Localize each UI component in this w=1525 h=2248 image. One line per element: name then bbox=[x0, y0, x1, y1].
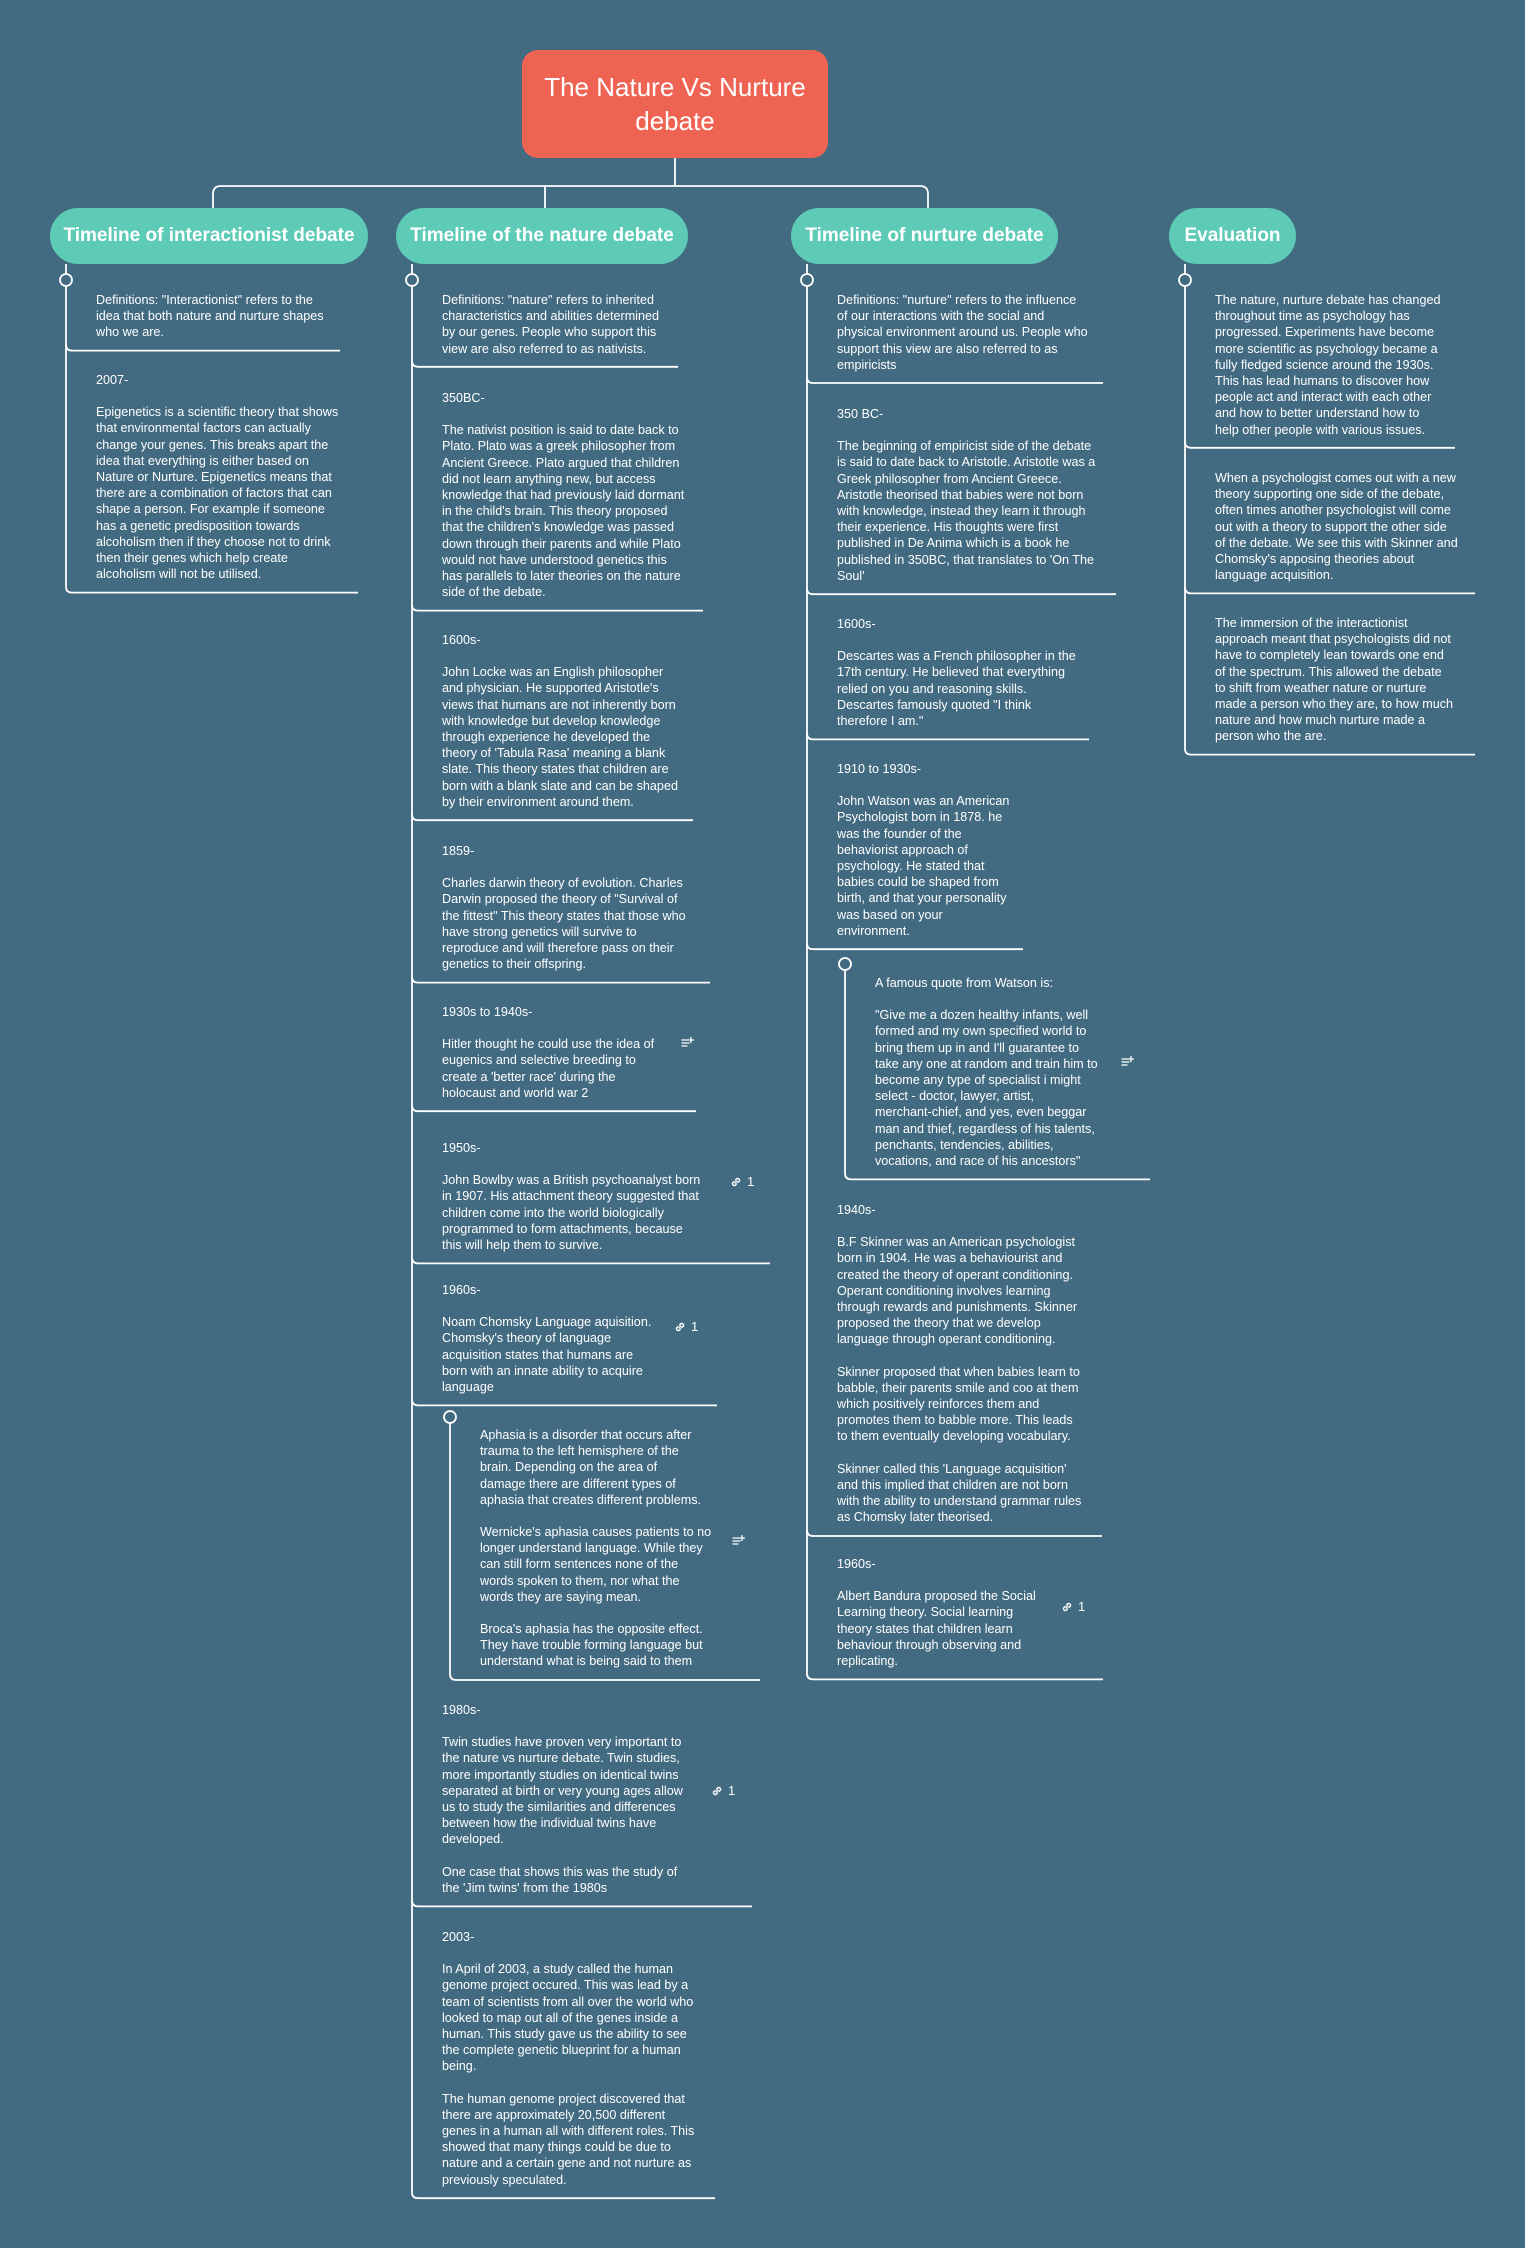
subtopic-text-line: and this implied that children are not born bbox=[837, 1477, 1069, 1492]
subtopic-text-line: Hitler thought he could use the idea of bbox=[442, 1037, 655, 1052]
subtopic-heading: 1930s to 1940s- bbox=[442, 1005, 533, 1019]
subtopic-text-line: In April of 2003, a study called the human bbox=[442, 1962, 674, 1977]
subtopic-text-line: One case that shows this was the study of bbox=[442, 1864, 678, 1879]
subtopic-text-line: in 1907. His attachment theory suggested that bbox=[442, 1189, 699, 1204]
subtopic-text-line: the fittest" This theory states that those who bbox=[442, 908, 686, 923]
subtopic-text-line: theory states that children learn bbox=[837, 1621, 1013, 1636]
subtopic-text-line: in the child's brain. This theory proposed bbox=[442, 504, 668, 519]
subtopic-evaluation-2[interactable] bbox=[1215, 470, 1458, 583]
subtopic-text-line: Chomsky's apposing theories about bbox=[1215, 552, 1415, 567]
subtopic-text-line: characteristics and abilities determined bbox=[442, 309, 659, 324]
subtopic-text-line: This has lead humans to discover how bbox=[1215, 374, 1430, 389]
subtopic-heading: 1940s- bbox=[837, 1203, 876, 1217]
subtopic-heading: 350 BC- bbox=[837, 407, 884, 421]
subtopic-underline bbox=[807, 377, 1103, 383]
subtopic-evaluation-3[interactable] bbox=[1215, 615, 1453, 745]
subtopic-text-line: physical environment around us. People who bbox=[837, 325, 1088, 340]
subtopic-heading: 1600s- bbox=[837, 617, 876, 631]
subtopic-text-line: The human genome project discovered that bbox=[442, 2091, 685, 2106]
subtopic-text-line: person who the are. bbox=[1215, 729, 1327, 744]
subtopic-text-line: damage there are different types of bbox=[480, 1476, 676, 1491]
subtopic-text-line: Greek philosopher from Ancient Greece. bbox=[837, 471, 1062, 486]
topic-label: Evaluation bbox=[1184, 225, 1281, 246]
subtopic-text-line: alcoholism will not be utilised. bbox=[96, 567, 262, 582]
chain-link-icon bbox=[1060, 1600, 1074, 1614]
link-icon[interactable] bbox=[710, 1783, 735, 1798]
subtopic-text-line: by our genes. People who support this bbox=[442, 325, 657, 340]
link-count: 1 bbox=[747, 1174, 755, 1189]
subtopic-text-line: developed. bbox=[442, 1832, 504, 1847]
subtopic-text-line: nature and how much nurture made a bbox=[1215, 713, 1426, 728]
subtopic-text-line: Definitions: "nurture" refers to the influence bbox=[837, 293, 1077, 307]
subtopic-text-line: The immersion of the interactionist bbox=[1215, 616, 1408, 630]
paragraph-gap bbox=[837, 632, 1076, 648]
link-count: 1 bbox=[728, 1783, 736, 1798]
subtopic-text-line: replicating. bbox=[837, 1654, 898, 1669]
subtopic-text-line: Learning theory. Social learning bbox=[837, 1605, 1014, 1620]
subtopic-text-line: as Chomsky later theorised. bbox=[837, 1510, 994, 1525]
topic-nature[interactable] bbox=[396, 208, 688, 264]
subtopic-nature-7[interactable] bbox=[442, 1282, 651, 1395]
subtopic-underline bbox=[412, 1105, 696, 1111]
subtopic-text-line: have strong genetics will survive to bbox=[442, 924, 637, 939]
subtopic-heading: 1960s- bbox=[442, 1283, 481, 1297]
subtopic-text-line: the complete genetic blueprint for a human bbox=[442, 2043, 681, 2058]
link-icon[interactable] bbox=[673, 1319, 698, 1334]
subtopic-interactionist-2[interactable] bbox=[96, 372, 338, 582]
link-count: 1 bbox=[1078, 1599, 1086, 1614]
subtopic-text-line: of the debate. We see this with Skinner and bbox=[1215, 535, 1458, 550]
paragraph-gap bbox=[875, 991, 1098, 1007]
subtopic-text-line: aphasia that creates different problems. bbox=[480, 1492, 701, 1507]
subtopic-underline bbox=[66, 345, 340, 351]
subtopic-text-line: brain. Depending on the area of bbox=[480, 1460, 658, 1475]
subtopic-text-line: of our interactions with the social and bbox=[837, 309, 1045, 324]
subtopic-text-line: environment. bbox=[837, 923, 910, 938]
paragraph-gap bbox=[442, 859, 686, 875]
subtopic-text-line: penchants, tendencies, abilities, bbox=[875, 1137, 1054, 1152]
subtopic-nature-6[interactable] bbox=[442, 1140, 700, 1253]
link-icon[interactable] bbox=[729, 1174, 754, 1189]
subtopic-text-line: Skinner proposed that when babies learn to bbox=[837, 1364, 1080, 1379]
subtopic-text-line: there are a combination of factors that can bbox=[96, 486, 332, 501]
subtopic-text-line: become any type of specialist i might bbox=[875, 1073, 1081, 1088]
note-lines-icon bbox=[731, 1534, 745, 1548]
paragraph-gap bbox=[837, 1218, 1081, 1234]
subtopic-text-line: and physician. He supported Aristotle's bbox=[442, 681, 659, 696]
subtopic-text-line: John Locke was an English philosopher bbox=[442, 665, 664, 680]
subtopic-nurture-2[interactable] bbox=[837, 406, 1095, 584]
subtopic-text-line: shape a person. For example if someone bbox=[96, 502, 325, 517]
subtopic-text-line: then their genes which help create bbox=[96, 551, 288, 566]
link-icon[interactable] bbox=[1060, 1599, 1085, 1614]
subtopic-underline bbox=[807, 1530, 1102, 1536]
subtopic-text-line: who we are. bbox=[96, 325, 164, 340]
subtopic-text-line: knowledge that had previously laid dormant bbox=[442, 488, 685, 503]
subtopic-nature-9[interactable] bbox=[442, 1702, 683, 1896]
subtopic-text-line: Psychologist born in 1878. he bbox=[837, 810, 1003, 825]
paragraph-gap bbox=[442, 648, 678, 664]
subtopic-heading: 1600s- bbox=[442, 633, 481, 647]
subtopic-underline bbox=[412, 1399, 717, 1405]
subtopic-text-line: Operant conditioning involves learning bbox=[837, 1283, 1051, 1298]
topic-nurture[interactable] bbox=[791, 208, 1058, 264]
subtopic-text-line: merchant-chief, and yes, even beggar bbox=[875, 1105, 1087, 1120]
subtopic-text-line: theory of 'Tabula Rasa' meaning a blank bbox=[442, 746, 666, 761]
subtopic-text-line: human. This study gave us the ability to see bbox=[442, 2027, 687, 2042]
subtopic-text-line: understand what is being said to them bbox=[480, 1654, 693, 1669]
subtopic-text-line: acquisition states that humans are bbox=[442, 1347, 634, 1362]
subtopic-text-line: genes in a human all with different roles. This bbox=[442, 2124, 695, 2139]
subtopic-text-line: nature and a certain gene and not nurture as bbox=[442, 2156, 692, 2171]
subtopic-text-line: Aristotle theorised that babies were not born bbox=[837, 487, 1084, 502]
subtopic-text-line: is said to date back to Aristotle. Aristotle was a bbox=[837, 455, 1096, 470]
subtopic-text-line: that the children's knowledge was passed bbox=[442, 520, 675, 535]
subtopic-text-line: theory supporting one side of the debate, bbox=[1215, 487, 1444, 502]
paragraph-gap bbox=[442, 1298, 651, 1314]
subtopic-underline bbox=[807, 943, 1023, 949]
subtopic-text-line: has a genetic predisposition towards bbox=[96, 518, 300, 533]
subtopic-text-line: more importantly studies on identical twins bbox=[442, 1767, 679, 1782]
root-topic-label: The Nature Vs Nurture debate bbox=[544, 72, 806, 136]
subtopic-text-line: therefore I am." bbox=[837, 714, 924, 729]
collapse-toggle-interactionist[interactable] bbox=[60, 274, 72, 286]
subtopic-text-line: reproduce and will therefore pass on their bbox=[442, 941, 674, 956]
subtopic-heading: 350BC- bbox=[442, 391, 485, 405]
subtopic-text-line: create a 'better race' during the bbox=[442, 1069, 616, 1084]
subtopic-text-line: promotes them to babble more. This leads bbox=[837, 1413, 1073, 1428]
subtopic-nature-10[interactable] bbox=[442, 1929, 694, 2188]
subtopic-text-line: "Give me a dozen healthy infants, well bbox=[875, 1008, 1089, 1023]
subtopic-text-line: showed that many things could be due to bbox=[442, 2140, 671, 2155]
subtopic-text-line: Darwin proposed the theory of "Survival of bbox=[442, 892, 678, 907]
subtopic-underline bbox=[66, 587, 358, 593]
subtopic-nature-3[interactable] bbox=[442, 632, 678, 810]
subtopic-heading: 2007- bbox=[96, 373, 129, 387]
collapse-toggle-child[interactable] bbox=[444, 1411, 456, 1423]
topic-label: Timeline of the nature debate bbox=[410, 225, 674, 246]
paragraph-gap bbox=[442, 1848, 683, 1864]
link-count: 1 bbox=[691, 1319, 699, 1334]
subtopic-text-line: Aphasia is a disorder that occurs after bbox=[480, 1428, 692, 1442]
subtopic-nature-2[interactable] bbox=[442, 390, 684, 600]
subtopic-text-line: help other people with various issues. bbox=[1215, 422, 1426, 437]
subtopic-text-line: views that humans are not inherently born bbox=[442, 697, 676, 712]
subtopic-text-line: John Bowlby was a British psychoanalyst born bbox=[442, 1173, 701, 1188]
subtopic-text-line: B.F Skinner was an American psychologist bbox=[837, 1235, 1075, 1250]
subtopic-text-line: did not learn anything new, but access bbox=[442, 471, 656, 486]
paragraph-gap bbox=[837, 777, 1009, 793]
collapse-toggle-child[interactable] bbox=[839, 958, 851, 970]
subtopic-underline bbox=[412, 977, 710, 983]
subtopic-text-line: us to study the similarities and differences bbox=[442, 1800, 676, 1815]
subtopic-heading: 1859- bbox=[442, 844, 475, 858]
subtopic-text-line: change your genes. This breaks apart the bbox=[96, 437, 329, 452]
subtopic-text-line: Twin studies have proven very important to bbox=[442, 1735, 682, 1750]
subtopic-text-line: eugenics and selective breeding to bbox=[442, 1053, 636, 1068]
paragraph-gap bbox=[96, 388, 338, 404]
subtopic-text-line: language through operant conditioning. bbox=[837, 1332, 1056, 1347]
subtopic-nurture-3[interactable] bbox=[837, 616, 1076, 729]
subtopic-text-line: idea that everything is either based on bbox=[96, 453, 309, 468]
subtopic-nurture-5[interactable] bbox=[875, 975, 1098, 1169]
paragraph-gap bbox=[480, 1605, 711, 1621]
subtopic-underline bbox=[412, 361, 678, 367]
subtopic-nurture-7[interactable] bbox=[837, 1556, 1036, 1669]
subtopic-text-line: babies could be shaped from bbox=[837, 875, 999, 890]
subtopic-text-line: alcoholism then if they choose not to drink bbox=[96, 534, 331, 549]
note-icon[interactable] bbox=[731, 1534, 745, 1548]
subtopic-underline bbox=[1185, 442, 1455, 448]
subtopic-heading: 1910 to 1930s- bbox=[837, 762, 922, 776]
subtopic-text-line: words spoken to them, nor what the bbox=[480, 1573, 680, 1588]
subtopic-text-line: out with a theory to support the other side bbox=[1215, 519, 1447, 534]
subtopic-text-line: born in 1904. He was a behaviourist and bbox=[837, 1251, 1063, 1266]
topic-interactionist[interactable] bbox=[50, 208, 368, 264]
subtopic-text-line: Nature or Nurture. Epigenetics means that bbox=[96, 470, 332, 485]
paragraph-gap bbox=[442, 1020, 654, 1036]
subtopic-text-line: genetics to their offspring. bbox=[442, 957, 586, 972]
subtopic-text-line: Ancient Greece. Plato argued that children bbox=[442, 455, 680, 470]
chain-link-icon bbox=[729, 1175, 743, 1189]
subtopic-text-line: Definitions: "nature" refers to inherited bbox=[442, 293, 654, 307]
subtopic-text-line: language acquisition. bbox=[1215, 568, 1334, 583]
subtopic-text-line: down through their parents and while Plato bbox=[442, 536, 681, 551]
subtopic-text-line: vocations, and race of his ancestors" bbox=[875, 1154, 1081, 1169]
topic-evaluation[interactable] bbox=[1169, 208, 1296, 264]
subtopic-nurture-1[interactable] bbox=[837, 292, 1088, 373]
subtopic-text-line: Descartes famously quoted "I think bbox=[837, 697, 1032, 712]
subtopic-text-line: approach meant that psychologists did not bbox=[1215, 632, 1451, 647]
root-topic[interactable] bbox=[522, 50, 828, 158]
subtopic-text-line: being. bbox=[442, 2059, 477, 2074]
subtopic-text-line: through rewards and punishments. Skinner bbox=[837, 1300, 1078, 1315]
subtopic-text-line: side of the debate. bbox=[442, 585, 546, 600]
paragraph-gap bbox=[837, 422, 1095, 438]
subtopic-text-line: birth, and that your personality bbox=[837, 891, 1007, 906]
subtopic-text-line: idea that both nature and nurture shapes bbox=[96, 309, 324, 324]
subtopic-text-line: published in 350BC, that translates to 'On The bbox=[837, 552, 1095, 567]
subtopic-text-line: language bbox=[442, 1380, 494, 1395]
chain-link-icon bbox=[710, 1784, 724, 1798]
subtopic-text-line: slate. This theory states that children are bbox=[442, 762, 669, 777]
collapse-toggle-evaluation[interactable] bbox=[1179, 274, 1191, 286]
subtopic-text-line: previously speculated. bbox=[442, 2172, 567, 2187]
subtopic-text-line: The nativist position is said to date back to bbox=[442, 423, 679, 438]
subtopic-nature-8[interactable] bbox=[480, 1427, 711, 1670]
note-lines-icon bbox=[1120, 1055, 1134, 1069]
paragraph-gap bbox=[837, 1572, 1036, 1588]
subtopic-nature-5[interactable] bbox=[442, 1004, 654, 1101]
subtopic-text-line: to them eventually developing vocabulary. bbox=[837, 1429, 1071, 1444]
subtopic-text-line: often times another psychologist will come bbox=[1215, 503, 1451, 518]
subtopic-text-line: created the theory of operant conditioning. bbox=[837, 1267, 1073, 1282]
subtopic-text-line: have to completely lean towards one end bbox=[1215, 648, 1444, 663]
subtopic-text-line: John Watson was an American bbox=[837, 794, 1010, 809]
subtopic-text-line: Broca's aphasia has the opposite effect. bbox=[480, 1622, 703, 1637]
subtopic-text-line: through experience he developed the bbox=[442, 730, 650, 745]
subtopic-text-line: Charles darwin theory of evolution. Charles bbox=[442, 876, 683, 891]
subtopic-heading: 1980s- bbox=[442, 1703, 481, 1717]
subtopic-text-line: the 'Jim twins' from the 1980s bbox=[442, 1880, 608, 1895]
subtopic-text-line: Skinner called this 'Language acquisition' bbox=[837, 1461, 1067, 1476]
subtopic-text-line: by their environment around them. bbox=[442, 794, 634, 809]
topic-label: Timeline of nurture debate bbox=[805, 225, 1044, 246]
paragraph-gap bbox=[442, 2075, 694, 2091]
subtopic-text-line: published in De Anima which is a book he bbox=[837, 536, 1070, 551]
collapse-toggle-nurture[interactable] bbox=[801, 274, 813, 286]
paragraph-gap bbox=[442, 1156, 700, 1172]
subtopic-underline bbox=[412, 2192, 715, 2198]
subtopic-text-line: When a psychologist comes out with a new bbox=[1215, 471, 1456, 485]
subtopic-nurture-4[interactable] bbox=[837, 761, 1009, 939]
subtopic-text-line: formed and my own specified world to bbox=[875, 1024, 1087, 1039]
subtopic-text-line: They have trouble forming language but bbox=[480, 1638, 703, 1653]
subtopic-text-line: Soul' bbox=[837, 568, 865, 583]
subtopic-text-line: can still form sentences none of the bbox=[480, 1557, 679, 1572]
subtopic-text-line: babble, their parents smile and coo at them bbox=[837, 1380, 1079, 1395]
note-icon[interactable] bbox=[1120, 1055, 1134, 1069]
subtopic-text-line: was based on your bbox=[837, 907, 943, 922]
subtopic-text-line: people act and interact with each other bbox=[1215, 390, 1432, 405]
subtopic-text-line: this will help them to survive. bbox=[442, 1238, 603, 1253]
subtopic-underline bbox=[807, 588, 1116, 594]
subtopic-heading: 2003- bbox=[442, 1930, 475, 1944]
subtopic-text-line: view are also referred to as nativists. bbox=[442, 341, 647, 356]
paragraph-gap bbox=[837, 1348, 1081, 1364]
subtopic-text-line: with knowledge but develop knowledge bbox=[442, 713, 661, 728]
subtopic-nature-4[interactable] bbox=[442, 843, 686, 972]
note-icon[interactable] bbox=[680, 1036, 694, 1050]
subtopic-text-line: Chomsky's theory of language bbox=[442, 1331, 612, 1346]
subtopic-text-line: Epigenetics is a scientific theory that shows bbox=[96, 405, 339, 420]
subtopic-text-line: Plato. Plato was a greek philosopher from bbox=[442, 439, 676, 454]
paragraph-gap bbox=[442, 1945, 694, 1961]
subtopic-text-line: behaviorist approach of bbox=[837, 842, 968, 857]
subtopic-underline bbox=[807, 733, 1089, 739]
subtopic-text-line: and how to better understand how to bbox=[1215, 406, 1420, 421]
subtopic-text-line: words they are saying mean. bbox=[480, 1589, 642, 1604]
subtopic-text-line: that environmental factors can actually bbox=[96, 421, 311, 436]
subtopic-text-line: to shift from weather nature or nurture bbox=[1215, 680, 1427, 695]
note-lines-icon bbox=[680, 1036, 694, 1050]
subtopic-text-line: their experience. His thoughts were first bbox=[837, 520, 1059, 535]
subtopic-text-line: made a person who they are, to how much bbox=[1215, 697, 1454, 712]
subtopic-text-line: behaviour through observing and bbox=[837, 1637, 1022, 1652]
topic-label: Timeline of interactionist debate bbox=[63, 225, 355, 246]
subtopic-text-line: born with a blank slate and can be shaped bbox=[442, 778, 678, 793]
subtopic-text-line: Descartes was a French philosopher in the bbox=[837, 649, 1076, 664]
subtopic-text-line: there are approximately 20,500 different bbox=[442, 2107, 666, 2122]
subtopic-underline bbox=[412, 605, 703, 611]
paragraph-gap bbox=[442, 1718, 683, 1734]
subtopic-text-line: relied on you and reasoning skills. bbox=[837, 681, 1027, 696]
collapse-toggle-nature[interactable] bbox=[406, 274, 418, 286]
paragraph-gap bbox=[837, 1445, 1081, 1461]
paragraph-gap bbox=[442, 406, 684, 422]
subtopic-evaluation-1[interactable] bbox=[1215, 292, 1440, 438]
subtopic-text-line: longer understand language. While they bbox=[480, 1541, 703, 1556]
subtopic-text-line: was the founder of the bbox=[837, 826, 962, 841]
subtopic-text-line: Albert Bandura proposed the Social bbox=[837, 1589, 1036, 1604]
subtopic-underline bbox=[807, 1673, 1103, 1679]
subtopic-text-line: would not have understood genetics this bbox=[442, 552, 667, 567]
subtopic-text-line: the nature vs nurture debate. Twin studies, bbox=[442, 1751, 680, 1766]
subtopic-heading: 1950s- bbox=[442, 1141, 481, 1155]
subtopic-nurture-6[interactable] bbox=[837, 1202, 1081, 1525]
subtopic-text-line: Noam Chomsky Language aquisition. bbox=[442, 1315, 652, 1330]
subtopic-text-line: empiricists bbox=[837, 357, 897, 372]
subtopic-text-line: holocaust and world war 2 bbox=[442, 1085, 589, 1100]
subtopic-text-line: of the spectrum. This allowed the debate bbox=[1215, 664, 1442, 679]
subtopic-text-line: 17th century. He believed that everything bbox=[837, 665, 1065, 680]
subtopic-text-line: fully fledged science around the 1930s. bbox=[1215, 357, 1434, 372]
subtopic-text-line: separated at birth or very young ages allow bbox=[442, 1783, 683, 1798]
subtopic-heading: 1960s- bbox=[837, 1557, 876, 1571]
paragraph-gap bbox=[480, 1508, 711, 1524]
subtopic-text-line: psychology. He stated that bbox=[837, 859, 985, 874]
subtopic-text-line: trauma to the left hemisphere of the bbox=[480, 1444, 679, 1459]
subtopic-text-line: The beginning of empiricist side of the debate bbox=[837, 439, 1092, 454]
subtopic-interactionist-1[interactable] bbox=[96, 292, 324, 341]
subtopic-text-line: looked to map out all of the genes inside a bbox=[442, 2010, 678, 2025]
subtopic-text-line: take any one at random and train him to bbox=[875, 1056, 1098, 1071]
subtopic-text-line: man and thief, regardless of his talents, bbox=[875, 1121, 1095, 1136]
column-connector bbox=[213, 186, 928, 208]
subtopic-underline bbox=[412, 1257, 770, 1263]
subtopic-text-line: proposed the theory that we develop bbox=[837, 1316, 1041, 1331]
subtopic-text-line: A famous quote from Watson is: bbox=[875, 976, 1054, 990]
subtopic-text-line: progressed. Experiments have become bbox=[1215, 325, 1435, 340]
subtopic-text-line: support this view are also referred to as bbox=[837, 341, 1058, 356]
subtopic-nature-1[interactable] bbox=[442, 292, 659, 357]
subtopic-text-line: throughout time as psychology has bbox=[1215, 309, 1410, 324]
subtopic-text-line: Definitions: "Interactionist" refers to the bbox=[96, 293, 313, 307]
subtopic-text-line: programmed to form attachments, because bbox=[442, 1221, 683, 1236]
subtopic-text-line: bring them up in and I'll guarantee to bbox=[875, 1040, 1080, 1055]
subtopic-text-line: between how the individual twins have bbox=[442, 1816, 657, 1831]
subtopic-text-line: which positively reinforces them and bbox=[837, 1397, 1040, 1412]
subtopic-text-line: with knowledge, instead they learn it through bbox=[837, 504, 1086, 519]
subtopic-underline bbox=[1185, 587, 1475, 593]
subtopic-text-line: has parallels to later theories on the nature bbox=[442, 569, 681, 584]
subtopic-underline bbox=[412, 1900, 752, 1906]
subtopic-text-line: team of scientists from all over the world who bbox=[442, 1994, 694, 2009]
subtopic-underline bbox=[1185, 749, 1475, 755]
subtopic-text-line: children come into the world biologically bbox=[442, 1205, 664, 1220]
subtopic-text-line: Wernicke's aphasia causes patients to no bbox=[480, 1525, 712, 1540]
subtopic-text-line: born with an innate ability to acquire bbox=[442, 1363, 643, 1378]
subtopic-text-line: more scientific as psychology became a bbox=[1215, 341, 1438, 356]
subtopic-text-line: with the ability to understand grammar rules bbox=[837, 1494, 1082, 1509]
subtopic-text-line: genome project occured. This was lead by a bbox=[442, 1978, 689, 1993]
subtopic-text-line: select - doctor, lawyer, artist, bbox=[875, 1089, 1034, 1104]
chain-link-icon bbox=[673, 1320, 687, 1334]
subtopic-underline bbox=[412, 814, 693, 820]
subtopic-text-line: The nature, nurture debate has changed bbox=[1215, 293, 1441, 307]
